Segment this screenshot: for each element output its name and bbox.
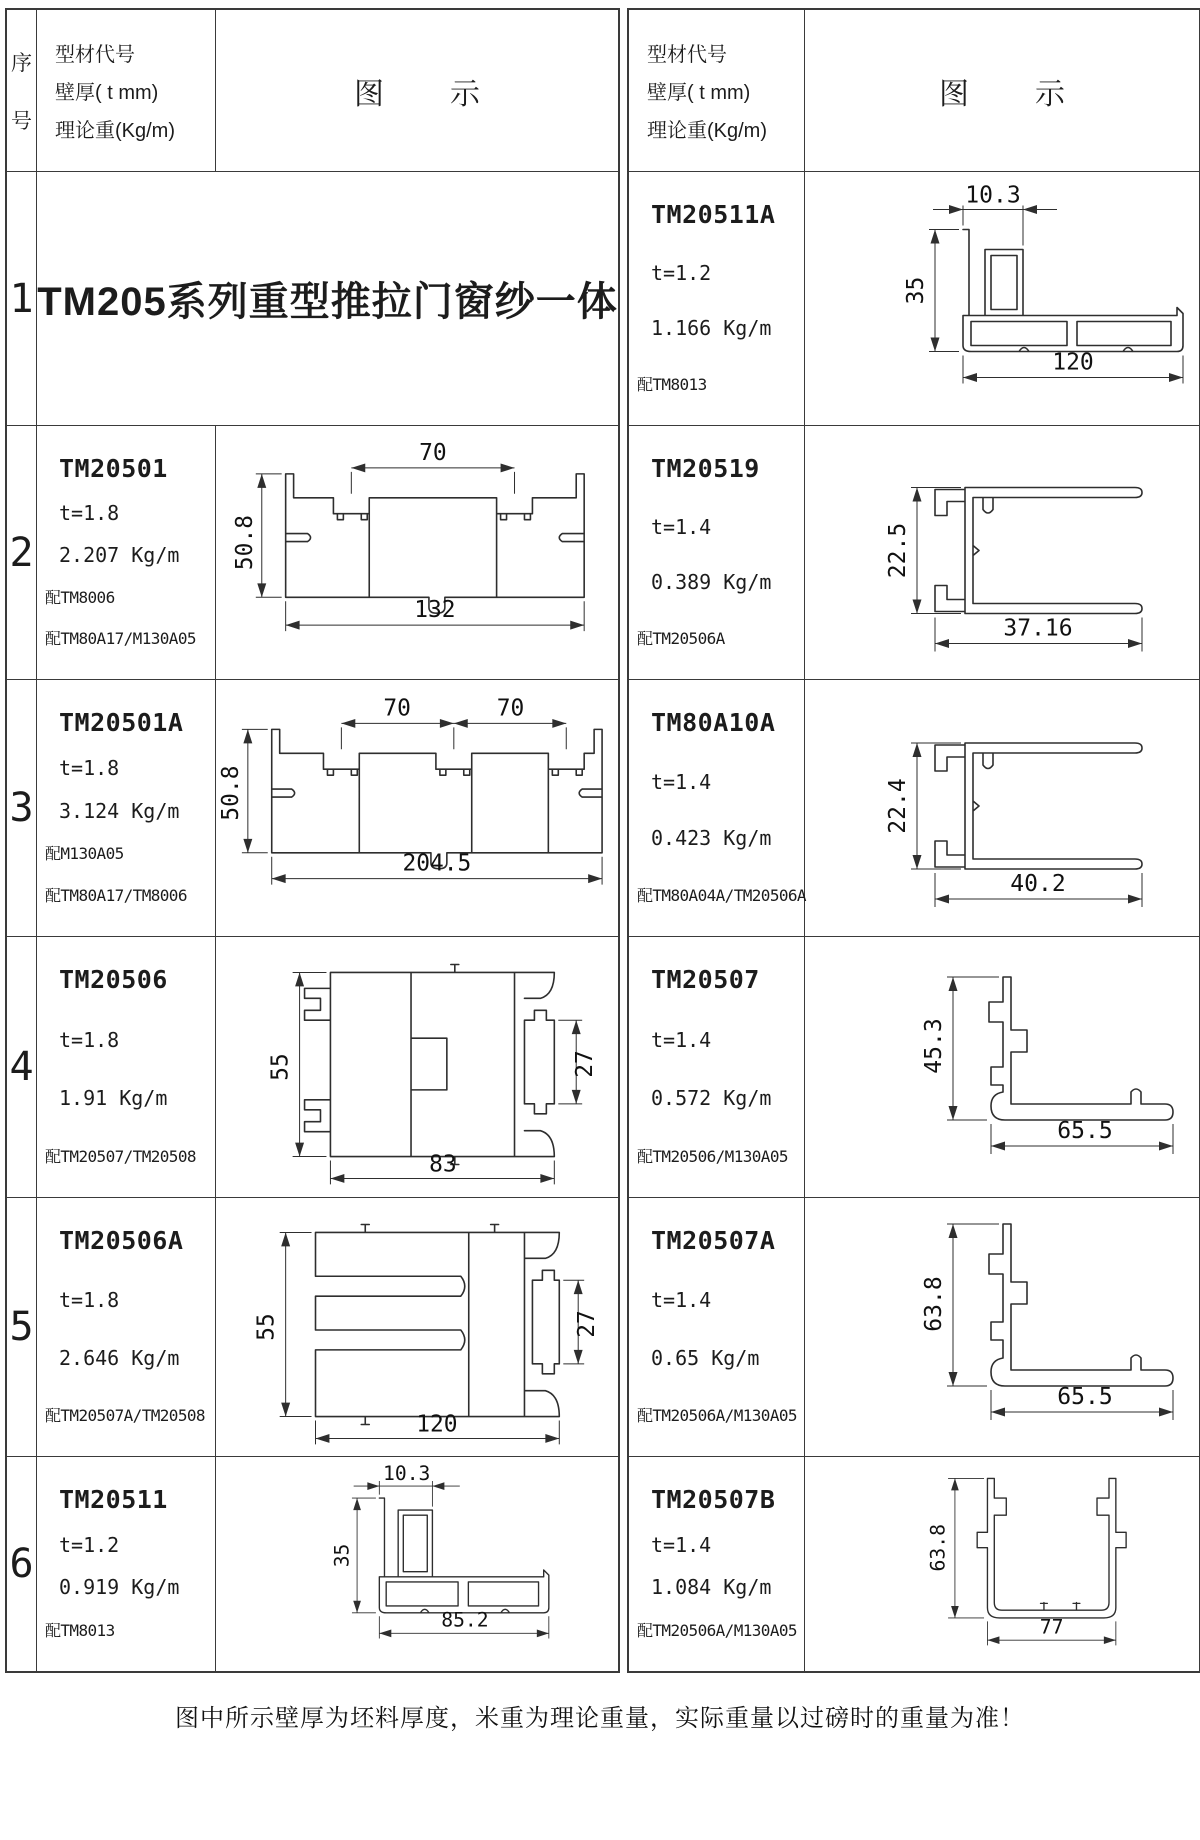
dimension-label: 83 [429, 1151, 457, 1178]
wall-thickness: t=1.4 [651, 1288, 712, 1313]
unit-weight: 0.65 Kg/m [651, 1345, 760, 1370]
match-profiles: 配M130A05 [45, 844, 124, 864]
dimension-label: 10.3 [383, 1462, 431, 1486]
match-profiles: 配TM20507/TM20508 [45, 1147, 196, 1166]
profile-info [629, 1457, 805, 1671]
profile-diagram [805, 1457, 1199, 1671]
cross-section-drawing [216, 1457, 618, 1671]
header-diagram-char: 示 [1035, 77, 1065, 111]
dimension-label: 77 [1039, 1615, 1064, 1639]
profile-info [37, 680, 216, 937]
header-spec-line: 壁厚( t mm) [55, 82, 159, 104]
wall-thickness: t=1.2 [59, 1532, 120, 1557]
dimension-label: 22.4 [885, 778, 911, 834]
match-profiles: 配TM8006 [45, 588, 115, 607]
profile-code: TM20501 [59, 454, 168, 483]
profile-code: TM20506 [59, 965, 168, 994]
dimension-label: 55 [267, 1053, 294, 1081]
row-number: 4 [7, 937, 37, 1198]
dimension-label: 204.5 [402, 850, 472, 877]
dimension-label: 85.2 [441, 1608, 489, 1632]
dimension-label: 70 [496, 695, 525, 722]
series-title: TM205系列重型推拉门窗纱一体 [37, 172, 618, 426]
dimension-label: 27 [574, 1310, 601, 1338]
dimension-label: 65.5 [1057, 1384, 1113, 1410]
cross-section-drawing [805, 937, 1199, 1197]
unit-weight: 0.423 Kg/m [651, 826, 772, 851]
unit-weight: 0.919 Kg/m [59, 1575, 180, 1600]
match-profiles: 配TM20506/M130A05 [637, 1147, 788, 1166]
cross-section-drawing [805, 1198, 1199, 1456]
match-profiles: 配TM80A04A/TM20506A [637, 885, 806, 905]
match-profiles: 配TM80A17/M130A05 [45, 629, 196, 648]
match-profiles: 配TM20507A/TM20508 [45, 1405, 205, 1425]
header-diagram-column [805, 10, 1199, 172]
dimension-label: 120 [416, 1411, 458, 1438]
profile-table-left [5, 8, 620, 1673]
cross-section-drawing [805, 1457, 1199, 1671]
dimension-label: 35 [903, 276, 929, 305]
unit-weight: 1.166 Kg/m [651, 316, 772, 341]
unit-weight: 0.389 Kg/m [651, 570, 772, 595]
wall-thickness: t=1.4 [651, 1532, 712, 1557]
wall-thickness: t=1.8 [59, 1288, 120, 1313]
dimension-label: 63.8 [921, 1276, 947, 1332]
header-diagram-column [216, 10, 618, 172]
profile-code: TM20501A [59, 708, 184, 737]
profile-diagram [805, 426, 1199, 680]
cross-section-drawing [216, 680, 618, 936]
dimension-label: 45.3 [921, 1018, 947, 1074]
wall-thickness: t=1.4 [651, 769, 712, 794]
profile-info [37, 1457, 216, 1671]
dimension-label: 35 [330, 1543, 354, 1568]
profile-diagram [805, 172, 1199, 426]
unit-weight: 2.207 Kg/m [59, 543, 180, 567]
dimension-label: 63.8 [926, 1524, 950, 1572]
profile-info [37, 937, 216, 1198]
profile-info [629, 426, 805, 680]
dimension-label: 10.3 [965, 182, 1021, 209]
profile-diagram [216, 680, 618, 937]
profile-info [629, 680, 805, 937]
unit-weight: 0.572 Kg/m [651, 1086, 772, 1110]
wall-thickness: t=1.4 [651, 514, 712, 539]
dimension-label: 65.5 [1057, 1118, 1113, 1144]
header-seq-char: 号 [11, 109, 32, 133]
unit-weight: 3.124 Kg/m [59, 798, 180, 823]
row-number: 3 [7, 680, 37, 937]
cross-section-drawing [216, 1198, 618, 1456]
unit-weight: 1.91 Kg/m [59, 1086, 168, 1110]
cross-section-drawing [805, 172, 1199, 425]
dimension-label: 120 [1052, 349, 1094, 376]
profile-diagram [216, 426, 618, 680]
profile-code: TM20511A [651, 200, 776, 229]
wall-thickness: t=1.4 [651, 1028, 712, 1052]
profile-info [629, 1198, 805, 1457]
match-profiles: 配TM20506A [637, 628, 725, 648]
profile-code: TM20507B [651, 1485, 776, 1514]
match-profiles: 配TM20506A/M130A05 [637, 1620, 797, 1640]
profile-code: TM20506A [59, 1226, 184, 1255]
header-seq-char: 序 [11, 51, 32, 75]
header-spec-line: 型材代号 [647, 44, 727, 66]
profile-diagram [216, 937, 618, 1198]
wall-thickness: t=1.8 [59, 501, 120, 525]
profile-diagram [805, 680, 1199, 937]
row-number: 2 [7, 426, 37, 680]
row-number: 6 [7, 1457, 37, 1671]
dimension-label: 50.8 [231, 515, 258, 571]
profile-code: TM20507 [651, 965, 760, 994]
cross-section-drawing [805, 426, 1199, 679]
header-spec-line: 理论重(Kg/m) [647, 120, 767, 142]
dimension-label: 37.16 [1003, 615, 1073, 642]
cross-section-drawing [216, 426, 618, 679]
wall-thickness: t=1.8 [59, 755, 120, 780]
wall-thickness: t=1.8 [59, 1028, 120, 1052]
profile-info [629, 937, 805, 1198]
dimension-label: 40.2 [1010, 871, 1066, 897]
match-profiles: 配TM8013 [45, 1620, 115, 1640]
header-spec-column [629, 10, 805, 172]
cross-section-drawing [805, 680, 1199, 936]
profile-diagram [805, 1198, 1199, 1457]
cross-section-drawing [216, 937, 618, 1197]
dimension-label: 50.8 [217, 765, 244, 821]
dimension-label: 27 [572, 1050, 599, 1078]
header-diagram-char: 图 [939, 77, 969, 111]
profile-info [37, 1198, 216, 1457]
profile-diagram [216, 1457, 618, 1671]
header-spec-line: 壁厚( t mm) [647, 82, 751, 104]
header-diagram-char: 示 [450, 77, 480, 111]
profile-code: TM20519 [651, 454, 760, 483]
profile-diagram [805, 937, 1199, 1198]
footnote-text: 图中所示壁厚为坯料厚度，米重为理论重量，实际重量以过磅时的重量为准！ [175, 1705, 1025, 1732]
dimension-label: 132 [414, 597, 456, 624]
profile-diagram [216, 1198, 618, 1457]
dimension-label: 70 [419, 439, 447, 466]
header-spec-line: 型材代号 [55, 44, 135, 66]
profile-code: TM80A10A [651, 708, 776, 737]
match-profiles: 配TM80A17/TM8006 [45, 886, 187, 905]
profile-code: TM20511 [59, 1485, 168, 1514]
dimension-label: 70 [383, 695, 411, 722]
profile-info [629, 172, 805, 426]
header-spec-line: 理论重(Kg/m) [55, 120, 175, 142]
dimension-label: 22.5 [885, 522, 911, 579]
row-number: 1 [7, 172, 37, 426]
profile-table-right [627, 8, 1200, 1673]
wall-thickness: t=1.2 [651, 260, 712, 285]
dimension-label: 55 [253, 1313, 280, 1341]
unit-weight: 2.646 Kg/m [59, 1345, 180, 1370]
match-profiles: 配TM8013 [637, 374, 707, 394]
header-seq-column [7, 10, 37, 172]
header-diagram-char: 图 [354, 77, 384, 111]
header-spec-column [37, 10, 216, 172]
match-profiles: 配TM20506A/M130A05 [637, 1405, 797, 1425]
row-number: 5 [7, 1198, 37, 1457]
profile-code: TM20507A [651, 1226, 776, 1255]
unit-weight: 1.084 Kg/m [651, 1575, 772, 1600]
profile-info [37, 426, 216, 680]
